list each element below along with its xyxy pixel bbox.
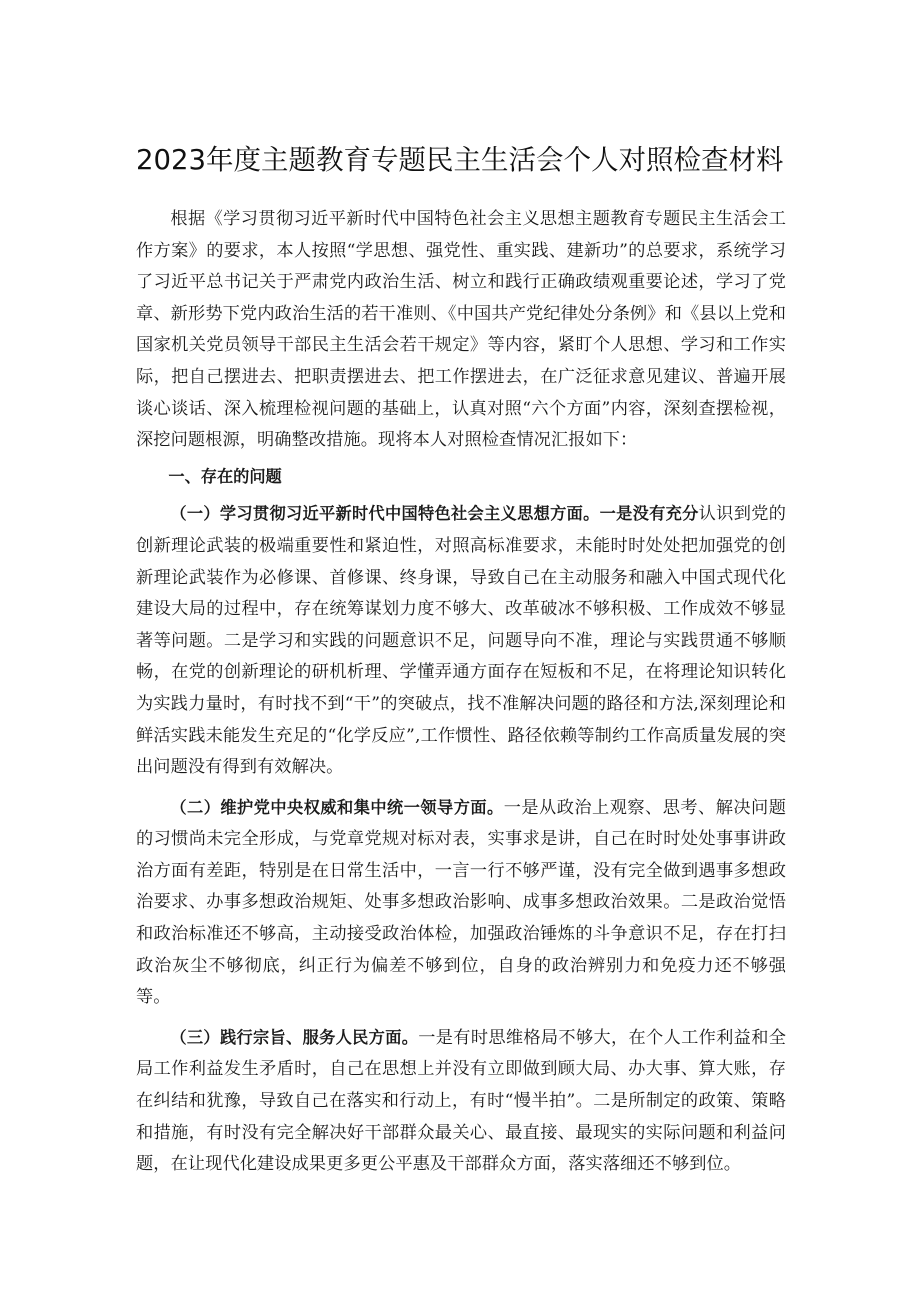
problem-item-1-body: 认识到党的创新理论武装的极端重要性和紧迫性，对照高标准要求，未能时时处处把加强党的创新理论武装作为必修课、首修课、终身课，导致自己在主动服务和融入中国式现代化建设大局的过程中，存在统筹谋划力度不够大、改革破冰不够积极、工作成效不够显著等问题。二是学习和实践的问题意识不足，问题导向不准，理论与实践贯通不够顺畅，在党的创新理论的研机析理、学懂弄通方面存在短板和不足，在将理论知识转化为实践力量时，有时找不到“干”的突破点，找不准解决问题的路径和方法,深刻理论和鲜活实践未能发生充足的“化学反应”,工作惯性、路径依赖等制约工作高质量发展的突出问题没有得到有效解决。 <box>136 504 786 778</box>
problem-item-3-lead: （三）践行宗旨、服务人民方面。 <box>170 1027 419 1047</box>
problem-item-1-lead: （一）学习贯彻习近平新时代中国特色社会主义思想方面。一是没有充分 <box>170 504 699 524</box>
intro-paragraph: 根据《学习贯彻习近平新时代中国特色社会主义思想主题教育专题民主生活会工作方案》的要求，本人按照“学思想、强党性、重实践、建新功”的总要求，系统学习了习近平总书记关于严肃党内政治生活、树立和践行正确政绩观重要论述，学习了党章、新形势下党内政治生活的若干准则、《中国共产党纪律处分条例》和《县以上党和国家机关党员领导干部民主生活会若干规定》等内容，紧盯个人思想、学习和工作实际，把自己摆进去、把职责摆进去、把工作摆进去，在广泛征求意见建议、普遍开展谈心谈话、深入梳理检视问题的基础上，认真对照“六个方面”内容，深刻查摆检视，深挖问题根源，明确整改措施。现将本人对照检查情况汇报如下： <box>136 209 786 451</box>
problem-item-2 <box>136 792 786 1014</box>
section-heading-problems: 一、存在的问题 <box>168 466 282 486</box>
problem-item-2-body: 一是从政治上观察、思考、解决问题的习惯尚未完全形成，与党章党规对标对表，实事求是讲，自己在时时处处事事讲政治方面有差距，特别是在日常生活中，一言一行不够严谨，没有完全做到遇事多想政治要求、办事多想政治规矩、处事多想政治影响、成事多想政治效果。二是政治觉悟和政治标准还不够高，主动接受政治体检，加强政治锤炼的斗争意识不足，存在打扫政治灰尘不够彻底，纠正行为偏差不够到位，自身的政治辨别力和免疫力还不够强等。 <box>136 797 786 1008</box>
problem-item-1 <box>136 498 786 783</box>
document-title: 2023年度主题教育专题民主生活会个人对照检查材料 <box>136 144 784 176</box>
problem-item-3-body: 一是有时思维格局不够大，在个人工作利益和全局工作利益发生矛盾时，自己在思想上并没有立即做到顾大局、办大事、算大账，存在纠结和犹豫，导致自己在落实和行动上，有时“慢半拍”。二是所制定的政策、策略和措施，有时没有完全解决好干部群众最关心、最直接、最现实的实际问题和利益问题，在让现代化建设成果更多更公平惠及干部群众方面，落实落细还不够到位。 <box>136 1027 787 1175</box>
problem-item-2-lead: （二）维护党中央权威和集中统一领导方面。 <box>170 797 504 817</box>
document-body <box>136 138 786 1181</box>
problem-item-3 <box>136 1022 786 1181</box>
